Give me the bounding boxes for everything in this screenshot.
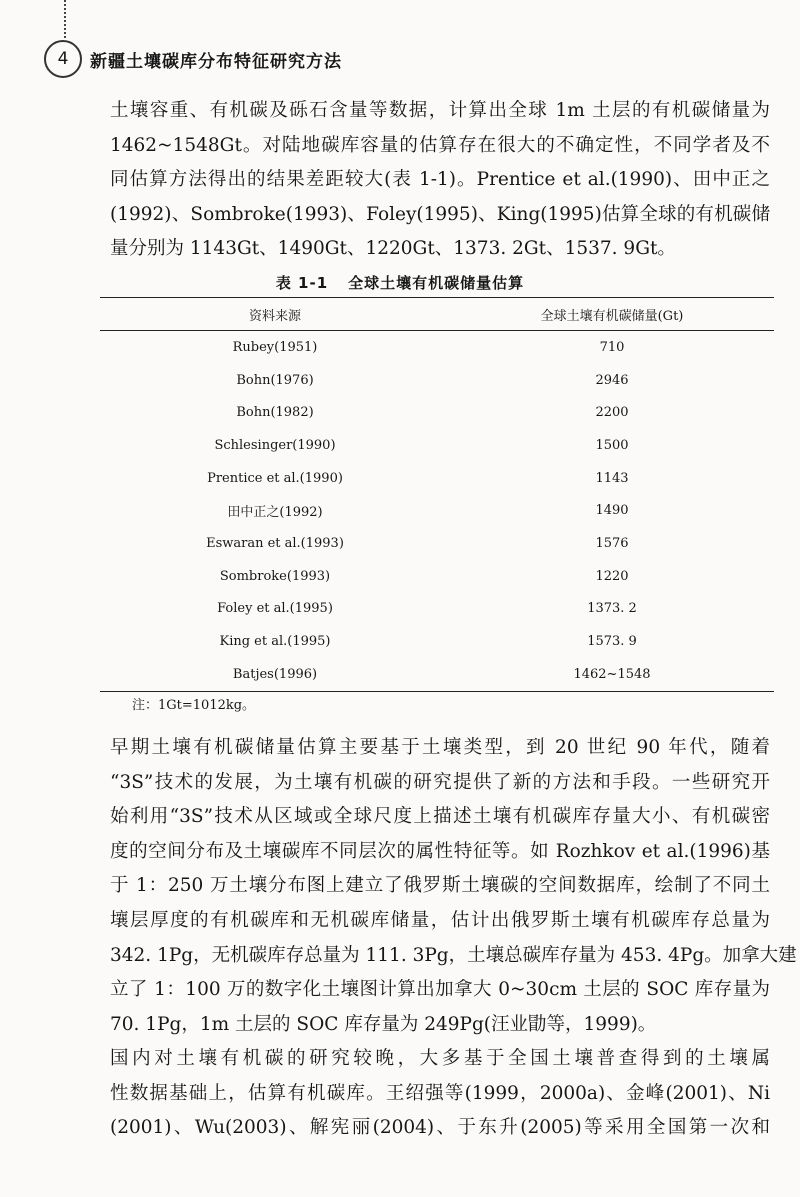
text-line: 立了 1：100 万的数字化土壤图计算出加拿大 0~30cm 土层的 SOC 库存量为 xyxy=(110,979,770,1001)
text-line: 量分别为 1143Gt、1490Gt、1220Gt、1373. 2Gt、1537. 9Gt。 xyxy=(110,238,676,260)
cell-source: Bohn(1982) xyxy=(236,405,314,421)
text-line: 1462~1548Gt。对陆地碳库容量的估算存在很大的不确定性，不同学者及不 xyxy=(110,134,770,156)
text-line: 性数据基础上，估算有机碳库。王绍强等(1999，2000a)、金峰(2001)、Ni xyxy=(110,1082,770,1104)
cell-source: Bohn(1976) xyxy=(236,372,314,388)
paragraph-domestic-research xyxy=(110,1042,770,1146)
text-line: (1992)、Sombroke(1993)、Foley(1995)、King(1995)估算全球的有机碳储 xyxy=(110,203,770,225)
paragraph-3s-technology xyxy=(110,731,797,1042)
cell-value: 1500 xyxy=(595,437,629,453)
text-line: 342. 1Pg，无机碳库存总量为 111. 3Pg，土壤总碳库存量为 453. 4Pg。加拿大建 xyxy=(110,944,797,966)
cell-source: Foley et al.(1995) xyxy=(217,601,333,617)
cell-value: 1576 xyxy=(595,535,629,551)
table-row xyxy=(100,364,774,397)
cell-source: Prentice et al.(1990) xyxy=(207,470,343,486)
text-line: 70. 1Pg，1m 土层的 SOC 库存量为 249Pg(汪业勖等，1999)。 xyxy=(110,1013,657,1035)
column-header-storage: 全球土壤有机碳储量(Gt) xyxy=(450,298,774,331)
cell-value: 1220 xyxy=(595,568,629,584)
text-line: 国内对土壤有机碳的研究较晚，大多基于全国土壤普查得到的土壤属 xyxy=(110,1048,770,1069)
text-line: 于 1：250 万土壤分布图上建立了俄罗斯土壤碳的空间数据库，绘制了不同土 xyxy=(110,875,770,897)
paragraph-intro xyxy=(110,94,770,267)
cell-source: Schlesinger(1990) xyxy=(214,437,336,453)
text-line: 土壤容重、有机碳及砾石含量等数据，计算出全球 1m 土层的有机碳储量为 xyxy=(110,100,770,121)
table-note: 注：1Gt=1012kg。 xyxy=(132,698,256,713)
running-title: 新疆土壤碳库分布特征研究方法 xyxy=(90,52,342,72)
cell-source: Rubey(1951) xyxy=(232,339,318,355)
table-row xyxy=(100,331,774,364)
cell-value: 710 xyxy=(599,339,625,355)
table-row xyxy=(100,560,774,593)
text-line: 度的空间分布及土壤碳库不同层次的属性特征等。如 Rozhkov et al.(1996)基 xyxy=(110,840,770,862)
cell-source: King et al.(1995) xyxy=(219,634,331,650)
table-caption xyxy=(0,272,800,293)
text-line: 同估算方法得出的结果差距较大(表 1-1)。Prentice et al.(1990)、田中正之 xyxy=(110,169,770,191)
table-row xyxy=(100,593,774,626)
table-row xyxy=(100,658,774,691)
cell-source: Eswaran et al.(1993) xyxy=(206,535,344,551)
soc-estimates-table xyxy=(100,297,774,692)
page-number-badge: 4 xyxy=(44,40,82,78)
text-line: “3S”技术的发展，为土壤有机碳的研究提供了新的方法和手段。一些研究开 xyxy=(110,771,770,793)
cell-value: 1490 xyxy=(595,503,629,519)
column-header-source: 资料来源 xyxy=(100,298,450,331)
cell-value: 1373. 2 xyxy=(587,601,637,617)
cell-source: Sombroke(1993) xyxy=(219,568,331,584)
table-row xyxy=(100,396,774,429)
table-row xyxy=(100,494,774,527)
table-number: 表 1-1 xyxy=(275,274,329,292)
text-line: 始利用“3S”技术从区域或全球尺度上描述土壤有机碳库存量大小、有机碳密 xyxy=(110,806,770,828)
table-header-row xyxy=(100,298,774,331)
cell-source: 田中正之(1992) xyxy=(227,505,323,521)
cell-value: 1462~1548 xyxy=(450,658,774,691)
dotted-margin-line xyxy=(64,0,66,38)
cell-value: 2946 xyxy=(595,372,629,388)
table-row xyxy=(100,625,774,658)
table-row xyxy=(100,462,774,495)
table-title: 全球土壤有机碳储量估算 xyxy=(348,274,525,292)
text-line: 早期土壤有机碳储量估算主要基于土壤类型，到 20 世纪 90 年代，随着 xyxy=(110,737,770,758)
table-row xyxy=(100,429,774,462)
cell-value: 1573. 9 xyxy=(587,634,637,650)
cell-source: Batjes(1996) xyxy=(100,658,450,691)
cell-value: 2200 xyxy=(595,405,629,421)
text-line: 壤层厚度的有机碳库和无机碳库储量，估计出俄罗斯土壤有机碳库存总量为 xyxy=(110,909,770,931)
text-line: (2001)、Wu(2003)、解宪丽(2004)、于东升(2005)等采用全国第一次和 xyxy=(110,1117,770,1139)
table-row xyxy=(100,527,774,560)
cell-value: 1143 xyxy=(595,470,629,486)
